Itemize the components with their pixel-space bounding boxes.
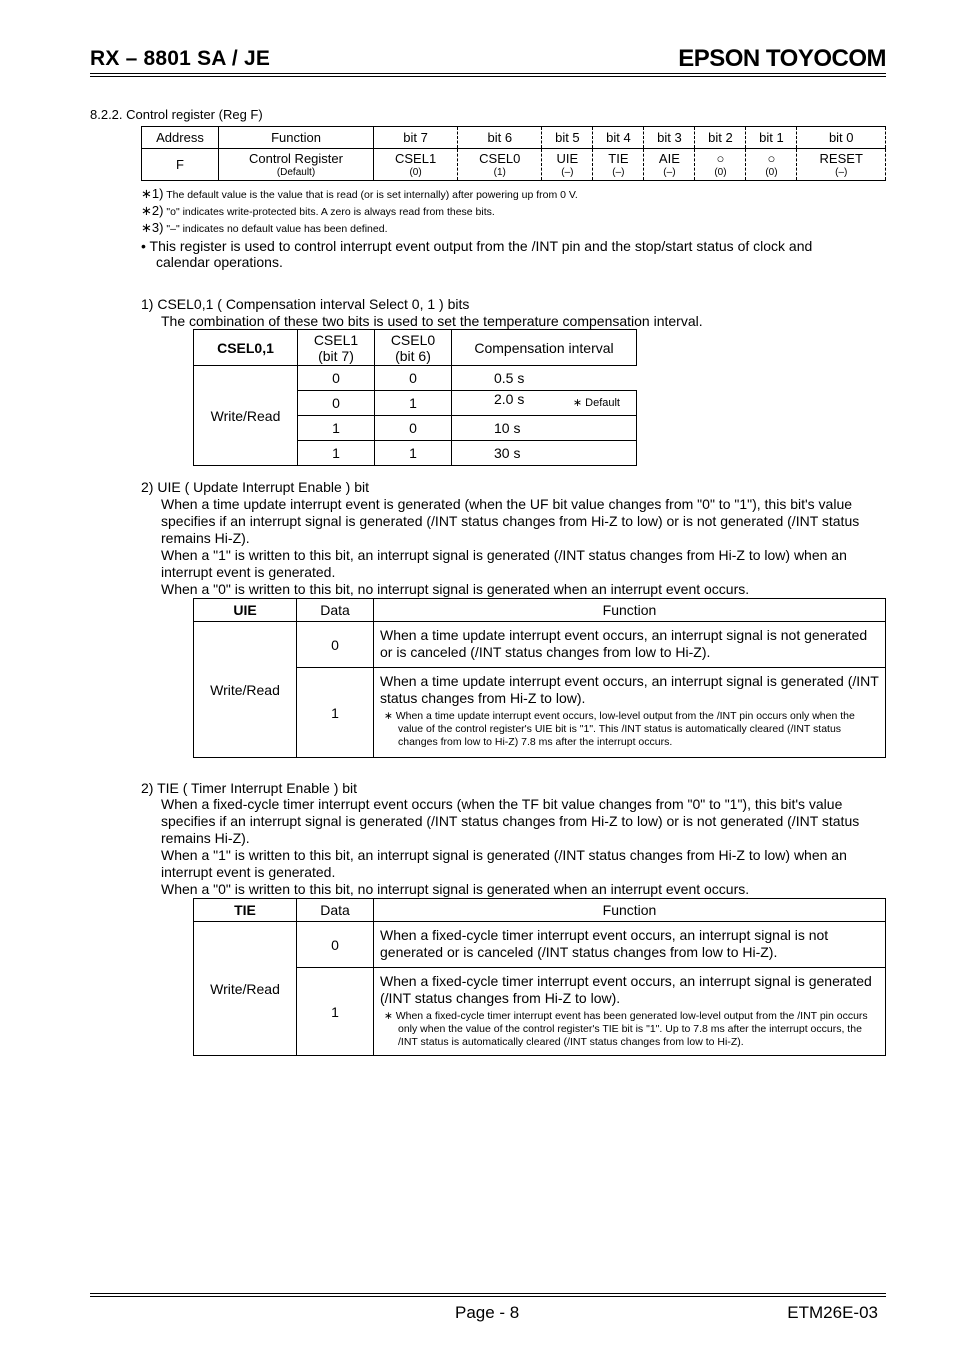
tie-mode: Write/Read xyxy=(194,922,297,1056)
csel-interval xyxy=(452,416,637,441)
document-id: ETM26E-03 xyxy=(787,1303,878,1322)
register-address: F xyxy=(142,149,219,181)
header-rule-2 xyxy=(90,76,886,77)
bit1-name: ○ xyxy=(767,151,776,166)
csel-col2-label: CSEL0 xyxy=(390,331,436,348)
tie-col-function: Function xyxy=(374,899,886,922)
register-function: Control Register xyxy=(249,151,343,166)
uie-row1-note: ∗ When a time update interrupt event occurs, low-level output from the /INT pin occurs only when the value of the control register's UIE bit is "1". This /INT status is automatically cleared (/INT status changes from low to Hi-Z) 7.8 ms after the interrupt occurs. xyxy=(384,710,855,748)
csel-col3: Compensation interval xyxy=(452,330,637,366)
bit6-cell xyxy=(458,149,542,181)
register-row xyxy=(142,149,886,181)
uie-header-row xyxy=(194,599,886,622)
csel-default-marker: ∗ Default xyxy=(572,397,620,409)
bit3-default: (–) xyxy=(663,167,676,178)
uie-table xyxy=(193,598,886,758)
uie-row0-function: When a time update interrupt event occurs, an interrupt signal is not generated or is canceled (/INT status changes from low to Hi-Z). xyxy=(374,622,886,668)
header-bit3: bit 3 xyxy=(644,127,695,149)
footnote-mark: ∗1) xyxy=(141,186,164,201)
csel-b1: 0 xyxy=(298,366,375,391)
header-bit0: bit 0 xyxy=(797,127,886,149)
bit0-cell xyxy=(797,149,886,181)
footer-rule xyxy=(90,1293,886,1294)
header-address: Address xyxy=(142,127,219,149)
bit2-cell xyxy=(695,149,746,181)
header-function: Function xyxy=(219,127,374,149)
register-function-cell xyxy=(219,149,374,181)
tie-heading: 2) TIE ( Timer Interrupt Enable ) bit xyxy=(141,780,358,796)
register-description xyxy=(141,238,861,270)
bit4-name: TIE xyxy=(608,151,629,166)
header-bit7: bit 7 xyxy=(374,127,458,149)
register-description-line1: • This register is used to control interrupt event output from the /INT pin and the stop/start status of clock and xyxy=(141,238,813,254)
footnote-2 xyxy=(141,203,495,219)
csel-col2-sub: (bit 6) xyxy=(395,347,431,364)
csel-b0: 0 xyxy=(375,416,452,441)
footnote-mark: ∗2) xyxy=(141,203,164,218)
uie-description xyxy=(161,496,886,598)
csel-col1 xyxy=(298,330,375,366)
page-number: Page - 8 xyxy=(455,1303,520,1322)
header-bit4: bit 4 xyxy=(593,127,644,149)
csel-b1: 1 xyxy=(298,441,375,466)
csel-b0: 1 xyxy=(375,391,452,416)
bit3-cell xyxy=(644,149,695,181)
footer-rule-2 xyxy=(90,1296,886,1297)
csel-header-row xyxy=(194,330,637,366)
tie-paragraph-2: When a "1" is written to this bit, an interrupt signal is generated (/INT status changes from Hi-Z to low) when an interrupt event is generated. xyxy=(161,847,847,880)
csel-mode: Write/Read xyxy=(194,366,298,466)
footnote-text: "o" indicates write-protected bits. A zero is always read from these bits. xyxy=(166,206,495,218)
csel-b0: 1 xyxy=(375,441,452,466)
uie-paragraph-2: When a "1" is written to this bit, an interrupt signal is generated (/INT status changes from Hi-Z to low) when an interrupt event is generated. xyxy=(161,547,847,580)
register-header-row xyxy=(142,127,886,149)
table-row xyxy=(194,922,886,968)
bit4-default: (–) xyxy=(612,167,625,178)
tie-paragraph-1: When a fixed-cycle timer interrupt event occurs (when the TF bit value changes from "0" to "1"), this bit's value specifies if an interrupt signal is generated (/INT status changes from Hi-Z to low) or is not generated (/INT status remains Hi-Z). xyxy=(161,796,860,846)
bit5-name: UIE xyxy=(556,151,579,166)
table-row xyxy=(194,622,886,668)
register-table xyxy=(141,126,886,181)
bit1-cell xyxy=(746,149,797,181)
csel-interval-value: 0.5 s xyxy=(494,370,525,386)
bit6-default: (1) xyxy=(493,167,506,178)
header-bit2: bit 2 xyxy=(695,127,746,149)
csel-col1-label: CSEL1 xyxy=(313,331,359,348)
csel-b0: 0 xyxy=(375,366,452,391)
tie-header-row xyxy=(194,899,886,922)
header-bit1: bit 1 xyxy=(746,127,797,149)
csel-interval-value: 10 s xyxy=(494,420,521,436)
tie-col-data: Data xyxy=(297,899,374,922)
uie-heading: 2) UIE ( Update Interrupt Enable ) bit xyxy=(141,479,369,495)
uie-paragraph-1: When a time update interrupt event is generated (when the UF bit value changes from "0" to "1"), this bit's value specifies if an interrupt signal is generated (/INT status changes from Hi-Z to low) or is not generated (/INT status remains Hi-Z). xyxy=(161,496,860,546)
footnote-text: The default value is the value that is read (or is set internally) after powering up from 0 V. xyxy=(166,189,578,201)
bit2-default: (0) xyxy=(714,167,727,178)
footnote-text: "–" indicates no default value has been defined. xyxy=(166,223,388,235)
csel-col1-sub: (bit 7) xyxy=(318,347,354,364)
bit5-default: (–) xyxy=(561,167,574,178)
csel-b1: 0 xyxy=(298,391,375,416)
tie-row1-data: 1 xyxy=(297,968,374,1056)
uie-row1-function xyxy=(374,668,886,758)
csel-interval xyxy=(452,366,637,391)
uie-row1-data: 1 xyxy=(297,668,374,758)
document-title: RX – 8801 SA / JE xyxy=(90,47,271,70)
csel-interval xyxy=(452,441,637,466)
tie-row1-function xyxy=(374,968,886,1056)
register-description-line2: calendar operations. xyxy=(156,254,283,270)
header-bit5: bit 5 xyxy=(542,127,593,149)
uie-col-data: Data xyxy=(297,599,374,622)
tie-paragraph-3: When a "0" is written to this bit, no interrupt signal is generated when an interrupt event occurs. xyxy=(161,881,750,897)
bit7-name: CSEL1 xyxy=(394,151,437,166)
bit6-name: CSEL0 xyxy=(479,151,521,166)
csel-table xyxy=(193,329,637,466)
tie-table xyxy=(193,898,886,1056)
footnote-mark: ∗3) xyxy=(141,220,164,235)
header-rule xyxy=(90,73,886,74)
uie-col-function: Function xyxy=(374,599,886,622)
table-row xyxy=(194,366,637,391)
uie-row0-data: 0 xyxy=(297,622,374,668)
csel-description: The combination of these two bits is used to set the temperature compensation interval. xyxy=(161,313,703,329)
header-bit6: bit 6 xyxy=(458,127,542,149)
footnote-1 xyxy=(141,186,578,202)
table-row xyxy=(194,968,886,1056)
csel-interval-value: 30 s xyxy=(494,445,521,461)
table-row xyxy=(194,668,886,758)
register-function-default: (Default) xyxy=(276,167,316,178)
tie-col-name: TIE xyxy=(194,899,297,922)
bit5-cell xyxy=(542,149,593,181)
bit0-default: (–) xyxy=(835,167,848,178)
csel-col2 xyxy=(375,330,452,366)
csel-col-name: CSEL0,1 xyxy=(194,330,298,366)
bit0-name: RESET xyxy=(819,151,863,166)
bit1-default: (0) xyxy=(765,167,778,178)
uie-paragraph-3: When a "0" is written to this bit, no interrupt signal is generated when an interrupt event occurs. xyxy=(161,581,750,597)
csel-b1: 1 xyxy=(298,416,375,441)
tie-row0-function: When a fixed-cycle timer interrupt event occurs, an interrupt signal is not generated or is canceled (/INT status changes from low to Hi-Z). xyxy=(374,922,886,968)
bit3-name: AIE xyxy=(658,151,680,166)
bit2-name: ○ xyxy=(716,151,725,166)
csel-heading: 1) CSEL0,1 ( Compensation interval Select 0, 1 ) bits xyxy=(141,296,470,312)
tie-row0-data: 0 xyxy=(297,922,374,968)
brand-logo: EPSON TOYOCOM xyxy=(678,45,886,72)
bit7-cell xyxy=(374,149,458,181)
bit7-default: (0) xyxy=(409,167,422,178)
section-title: 8.2.2. Control register (Reg F) xyxy=(90,107,263,122)
csel-interval xyxy=(452,391,637,416)
csel-interval-value: 2.0 s xyxy=(494,391,525,407)
bit4-cell xyxy=(593,149,644,181)
uie-col-name: UIE xyxy=(194,599,297,622)
uie-mode: Write/Read xyxy=(194,622,297,758)
uie-row1-text: When a time update interrupt event occurs, an interrupt signal is generated (/INT status changes from Hi-Z to low). xyxy=(380,673,879,706)
tie-row1-text: When a fixed-cycle timer interrupt event occurs, an interrupt signal is generated (/INT status changes from Hi-Z to low). xyxy=(380,973,872,1006)
footnote-3 xyxy=(141,220,388,236)
tie-row1-note: ∗ When a fixed-cycle timer interrupt event has been generated low-level output from the /INT pin occurs only when the value of the control register's TIE bit is "1". Up to 7.8 ms after the interrupt occurs, the /INT status is automatically cleared (/INT status changes from low to Hi-Z). xyxy=(384,1010,868,1048)
tie-description xyxy=(161,796,886,898)
